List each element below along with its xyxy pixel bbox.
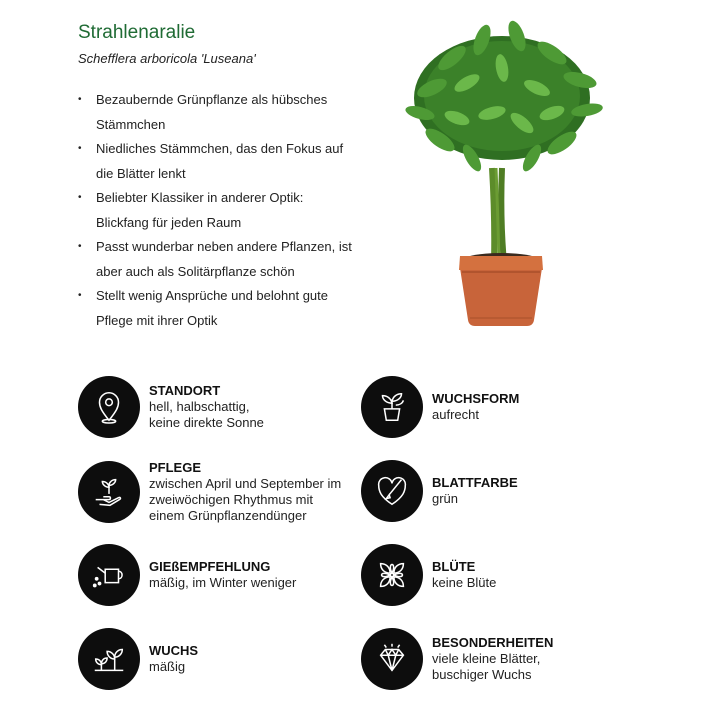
attribute-wuchsform	[361, 376, 519, 438]
feature-item: • Niedliches Stämmchen, das den Fokus auf die Blätter lenkt	[78, 137, 358, 186]
attribute-value: aufrecht	[432, 407, 479, 422]
attribute-label: BESONDERHEITEN	[432, 635, 554, 650]
botanical-name: Schefflera arboricola 'Luseana'	[78, 51, 256, 66]
product-title: Strahlenaralie	[78, 22, 196, 43]
diamond-icon	[361, 628, 423, 690]
feature-list	[78, 88, 358, 333]
attribute-label: GIEßEMPFEHLUNG	[149, 559, 271, 574]
attribute-value: keine Blüte	[432, 575, 497, 590]
attribute-pflege	[78, 460, 341, 524]
attribute-blattfarbe	[361, 460, 518, 522]
feature-item: • Passt wunderbar neben andere Pflanzen, ist aber auch als Solitärpflanze schön	[78, 235, 358, 284]
attribute-value: hell, halbschattig, keine direkte Sonne	[149, 399, 264, 430]
attribute-wuchs	[78, 628, 198, 690]
feature-item: • Bezaubernde Grünpflanze als hübsches Stämmchen	[78, 88, 358, 137]
attribute-label: STANDORT	[149, 383, 221, 398]
attribute-value: grün	[432, 491, 459, 506]
attribute-label: WUCHS	[149, 643, 199, 658]
attribute-standort	[78, 376, 264, 438]
seedlings-icon	[78, 628, 140, 690]
attribute-value: mäßig	[149, 659, 186, 674]
leaf-heart-brush-icon	[361, 460, 423, 522]
attribute-bluete	[361, 544, 496, 606]
attribute-giessempfehlung	[78, 544, 296, 606]
attribute-value: zwischen April und September im zweiwöchigen Rhythmus mit einem Grünpflanzendünger	[149, 476, 342, 523]
hand-sprout-icon	[78, 461, 140, 523]
watering-can-icon	[78, 544, 140, 606]
attribute-label: BLATTFARBE	[432, 475, 518, 490]
attribute-label: WUCHSFORM	[432, 391, 520, 406]
potted-plant-icon	[361, 376, 423, 438]
attribute-label: PFLEGE	[149, 460, 202, 475]
attribute-besonderheiten	[361, 628, 553, 690]
flower-icon	[361, 544, 423, 606]
feature-item: • Stellt wenig Ansprüche und belohnt gute Pflege mit ihrer Optik	[78, 284, 358, 333]
plant-image	[392, 18, 612, 333]
location-pin-icon	[78, 376, 140, 438]
feature-item: • Beliebter Klassiker in anderer Optik: Blickfang für jeden Raum	[78, 186, 358, 235]
attribute-label: BLÜTE	[432, 559, 476, 574]
attribute-value: mäßig, im Winter weniger	[149, 575, 297, 590]
attribute-value: viele kleine Blätter, buschiger Wuchs	[432, 651, 541, 682]
